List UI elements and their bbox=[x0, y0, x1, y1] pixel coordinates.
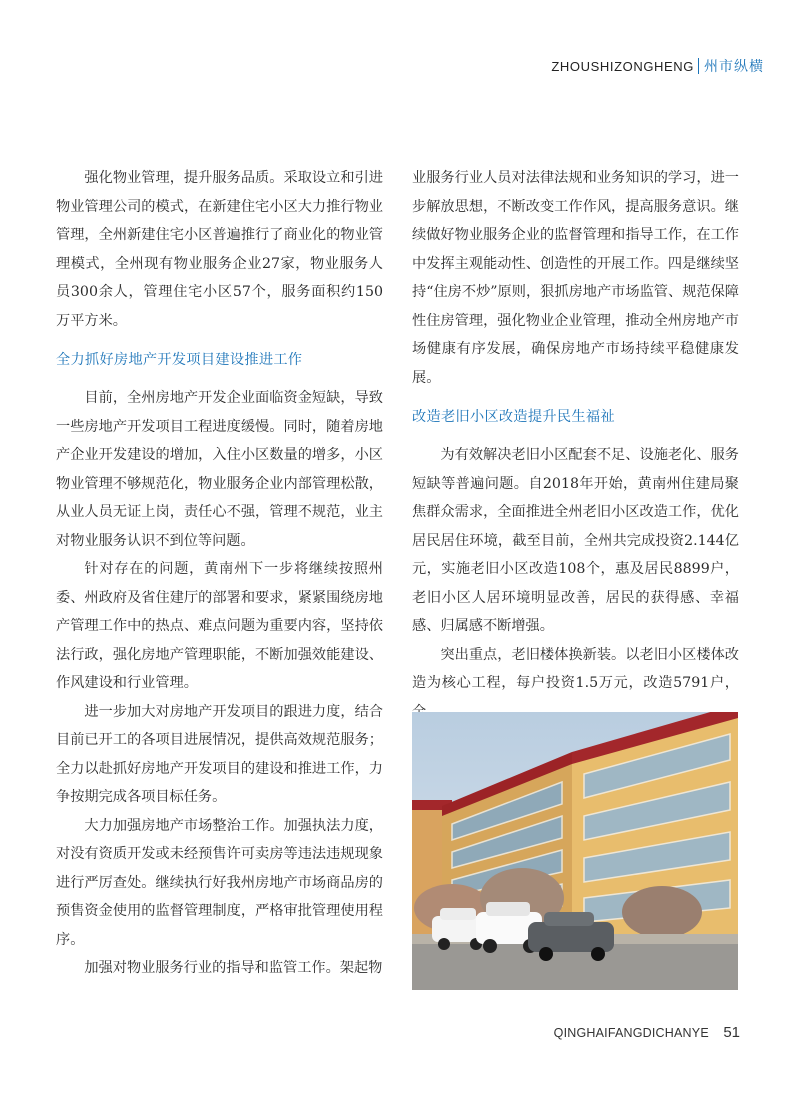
building-illustration bbox=[412, 712, 738, 990]
paragraph: 强化物业管理，提升服务品质。采取设立和引进物业管理公司的模式，在新建住宅小区大力推行物业管理，全州新建住宅小区普遍推行了商业化的物业管理模式，全州现有物业服务企业27家，物业服务人员300余人，管理住宅小区57个，服务面积约150万平方米。 bbox=[56, 170, 383, 329]
paragraph-continued: 业服务行业人员对法律法规和业务知识的学习，进一步解放思想，不断改变工作作风，提高服务意识。继续做好物业服务企业的监督管理和指导工作，在工作中发挥主观能动性、创造性的开展工作。四是继续坚持“住房不炒”原则，狠抓房地产市场监管、规范保障性住房管理，强化物业企业管理，推动全州房地产市场健康有序发展，确保房地产市场持续平稳健康发展。 bbox=[412, 170, 739, 386]
paragraph: 目前，全州房地产开发企业面临资金短缺，导致一些房地产开发项目工程进度缓慢。同时，随着房地产企业开发建设的增加，入住小区数量的增多，小区物业管理不够规范化，物业服务企业内部管理松散，从业人员无证上岗，责任心不强，管理不规范，业主对物业服务认识不到位等问题。 bbox=[56, 390, 383, 549]
magazine-name: QINGHAIFANGDICHANYE bbox=[553, 1026, 709, 1040]
header-divider bbox=[698, 58, 699, 74]
left-column bbox=[56, 164, 383, 983]
header-pinyin: ZHOUSHIZONGHENG bbox=[551, 58, 694, 74]
section-heading: 全力抓好房地产开发项目建设推进工作 bbox=[56, 352, 303, 368]
page-header bbox=[551, 56, 764, 76]
paragraph: 加强对物业服务行业的指导和监管工作。架起物 bbox=[84, 960, 383, 976]
paragraph: 针对存在的问题，黄南州下一步将继续按照州委、州政府及省住建厅的部署和要求，紧紧围绕房地产管理工作中的热点、难点问题为重要内容，坚持依法行政，强化房地产管理职能，不断加强效能建设、作风建设和行业管理。 bbox=[56, 561, 383, 691]
paragraph: 进一步加大对房地产开发项目的跟进力度，结合目前已开工的各项目进展情况，提供高效规范服务；全力以赴抓好房地产开发项目的建设和推进工作，力争按期完成各项目标任务。 bbox=[56, 703, 383, 805]
right-column bbox=[412, 164, 739, 726]
page-number: 51 bbox=[723, 1024, 740, 1041]
header-column-name: 州市纵横 bbox=[704, 58, 764, 74]
page-footer bbox=[554, 1024, 740, 1042]
residential-building-photo bbox=[412, 712, 738, 990]
section-heading: 改造老旧小区改造提升民生福祉 bbox=[412, 409, 615, 425]
paragraph: 突出重点，老旧楼体换新装。以老旧小区楼体改造为核心工程，每户投资1.5万元，改造5791户， bbox=[412, 646, 739, 691]
paragraph: 大力加强房地产市场整治工作。加强执法力度，对没有资质开发或未经预售许可卖房等违法违规现象进行严厉查处。继续执行好我州房地产市场商品房的预售资金使用的监督管理制度，严格审批管理使用程序。 bbox=[56, 817, 383, 948]
paragraph: 为有效解决老旧小区配套不足、设施老化、服务短缺等普遍问题。自2018年开始，黄南州住建局聚焦群众需求，全面推进全州老旧小区改造工作，优化居民居住环境，截至目前，全州共完成投资2.144亿元，实施老旧小区改造108个，惠及居民8899户，老旧小区人居环境明显改善，居民的获得感、幸福感、归属感不断增强。 bbox=[412, 447, 739, 634]
